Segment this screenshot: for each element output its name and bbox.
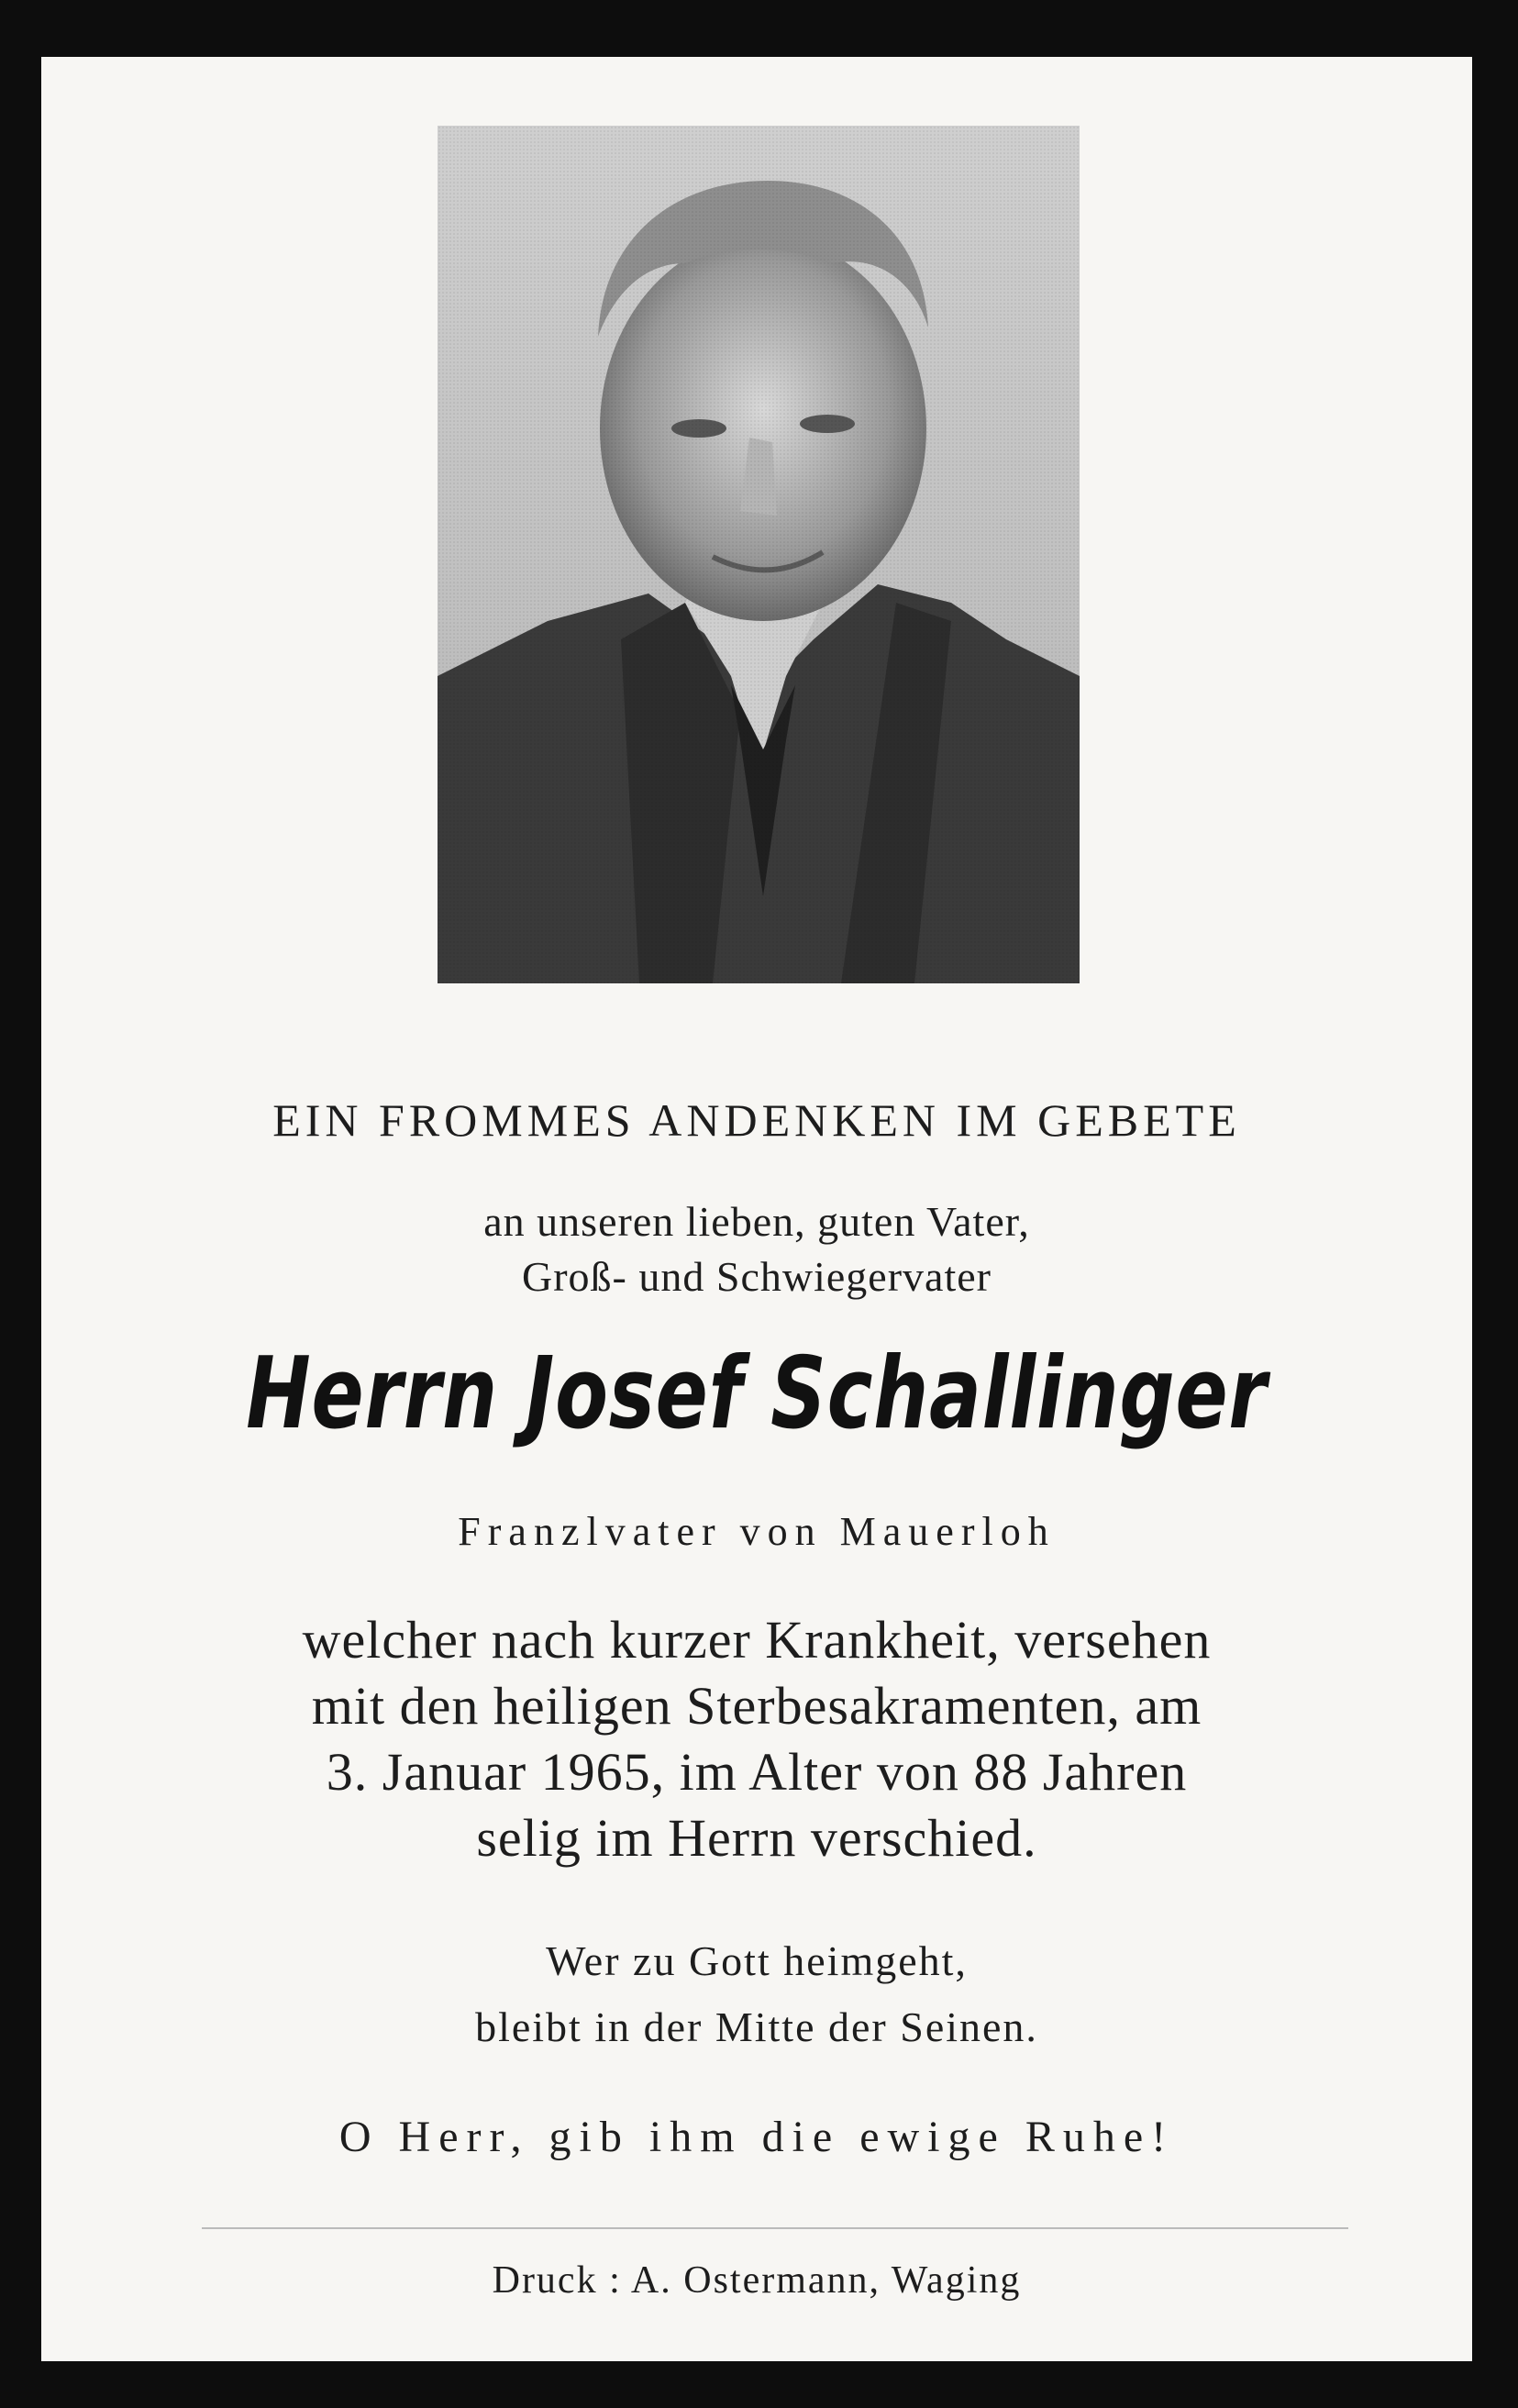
notice-line: welcher nach kurzer Krankheit, versehen [302,1610,1212,1670]
notice-line: mit den heiligen Sterbesakramenten, am [311,1676,1202,1736]
deceased-name: Herrn Josef Schallinger [246,1337,1268,1451]
nickname: Franzlvater von Mauerloh [458,1509,1056,1554]
quote-line: bleibt in der Mitte der Seinen. [475,2003,1038,2050]
prayer: O Herr, gib ihm die ewige Ruhe! [338,2113,1175,2161]
memorial-card [41,57,1472,2361]
notice-line: selig im Herrn verschied. [476,1808,1037,1868]
intro-line: an unseren lieben, guten Vater, [483,1198,1030,1245]
divider [202,2227,1348,2229]
portrait-photo [438,126,1080,983]
quote-line: Wer zu Gott heimgeht, [546,1937,968,1984]
intro-line: Groß- und Schwiegervater [522,1253,992,1300]
portrait-image [438,126,1080,983]
intro-text [41,1194,1472,1304]
death-notice-text [41,1607,1472,1871]
printer-credit: Druck : A. Ostermann, Waging [492,2259,1022,2302]
quote [41,1928,1472,2060]
heading: EIN FROMMES ANDENKEN IM GEBETE [272,1094,1241,1146]
notice-line: 3. Januar 1965, im Alter von 88 Jahren [326,1742,1188,1802]
